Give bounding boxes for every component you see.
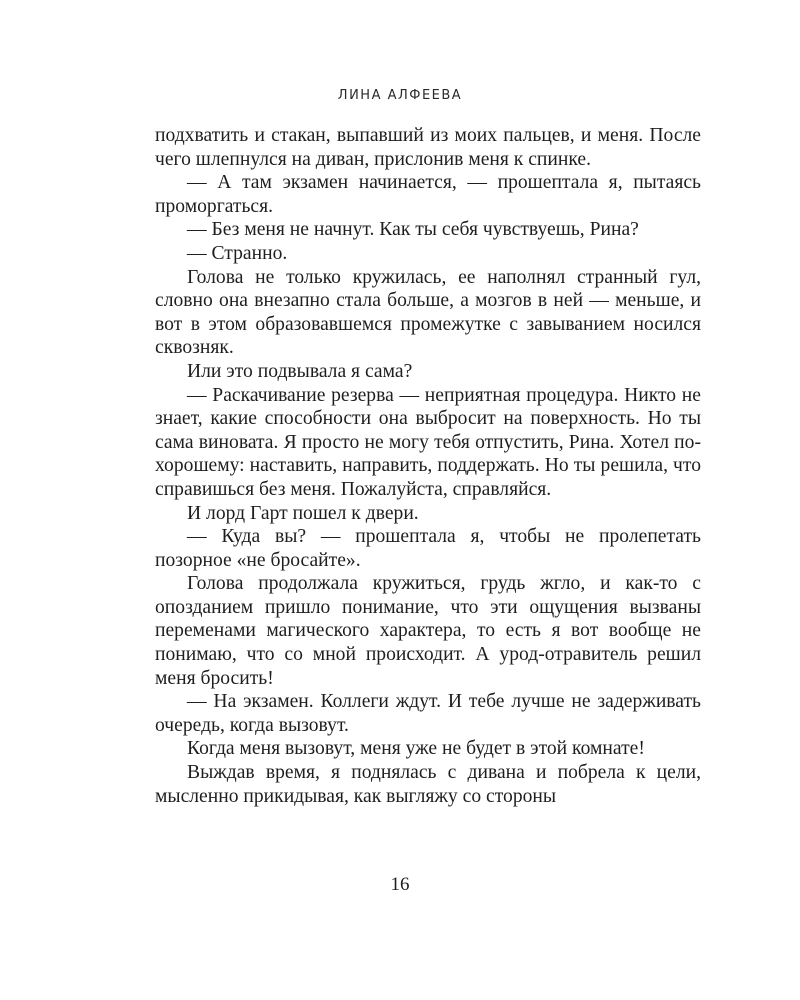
paragraph: Выждав время, я поднялась с дивана и побрела к цели, мысленно прикидывая, как выгляжу со стороны [155,762,701,807]
running-header-author: ЛИНА АЛФЕЕВА [337,88,463,103]
paragraph: И лорд Гарт пошел к двери. [187,502,419,524]
paragraph: — Странно. [187,242,288,264]
paragraph: Или это подвывала я сама? [187,360,413,382]
paragraph-continued: подхватить и стакан, выпавший из моих пальцев, и меня. После чего шлепнулся на диван, прислонив меня к спинке. [155,125,701,170]
paragraph: Когда меня вызовут, меня уже не будет в этой комнате! [187,738,645,760]
paragraph: — А там экзамен начинается, — прошептала я, пытаясь проморгаться. [155,172,701,217]
paragraph: — Куда вы? — прошептала я, чтобы не пролепетать позорное «не бросайте». [155,526,701,571]
paragraph: Голова не только кружилась, ее наполнял странный гул, словно она внезапно стала больше, а мозгов в ней — меньше, и вот в этом образовавшемся промежутке с завыванием носился сквозняк. [155,266,701,359]
paragraph: — Раскачивание резерва — неприятная процедура. Никто не знает, какие способности она выбросит на поверхность. Но ты сама виновата. Я просто не могу тебя отпустить, Рина. Хотел по-хорошему: наставить, направить, поддержать. Но ты решила, что справишься без меня. Пожалуйста, справляйся. [155,384,701,500]
paragraph: — Без меня не начнут. Как ты себя чувствуешь, Рина? [187,219,639,241]
page-number: 16 [390,874,410,895]
paragraph: — На экзамен. Коллеги ждут. И тебе лучше не задерживать очередь, когда вызовут. [155,691,701,736]
paragraph: Голова продолжала кружиться, грудь жгло, и как-то с опозданием пришло понимание, что эти ощущения вызваны переменами магического характера, то есть я вот вообще не понимаю, что со мной происходит. А урод-отравитель решил меня бросить! [155,573,701,689]
body-text [155,124,701,808]
